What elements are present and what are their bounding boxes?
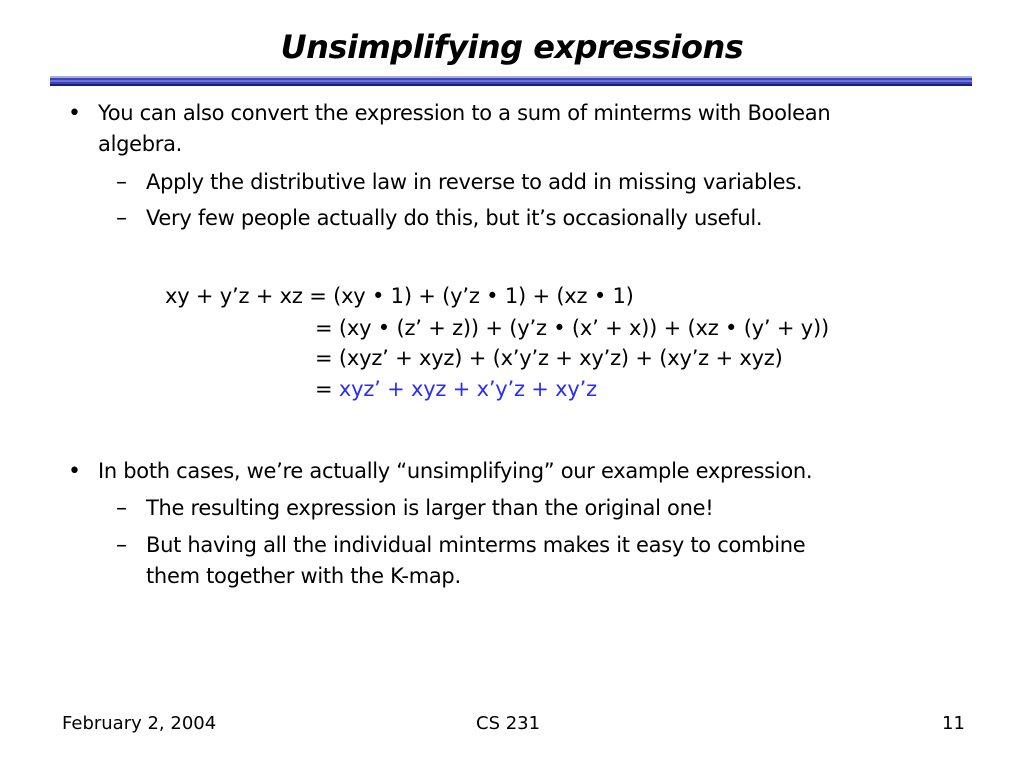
bullet-text: In both cases, we’re actually “unsimplifying” our example expression. bbox=[98, 459, 813, 483]
subbullet-item-larger bbox=[116, 493, 976, 524]
subbullet-marker: – bbox=[116, 170, 127, 195]
bullet-marker: • bbox=[68, 101, 81, 126]
footer-course: CS 231 bbox=[476, 713, 541, 734]
title-underline-highlight bbox=[50, 80, 972, 82]
bullet-marker: • bbox=[68, 459, 81, 484]
equation-line-4 bbox=[315, 374, 597, 405]
equation-line-1: xy + y’z + xz = (xy • 1) + (y’z • 1) + (xz • 1) bbox=[165, 284, 634, 308]
footer-date: February 2, 2004 bbox=[62, 713, 217, 734]
subbullet-text bbox=[146, 493, 713, 524]
bullet-text-line: algebra. bbox=[98, 132, 183, 156]
subbullet-text: Apply the distributive law in reverse to add in missing variables. bbox=[146, 170, 803, 194]
subbullet-text bbox=[146, 530, 805, 592]
subbullet-marker: – bbox=[116, 206, 127, 231]
bullet-text bbox=[98, 98, 830, 160]
subbullet-item-few-people bbox=[116, 203, 976, 234]
subbullet-text-line: The resulting expression is larger than the original one! bbox=[146, 496, 714, 520]
subbullet-text-line: But having all the individual minterms makes it easy to combine bbox=[146, 533, 806, 557]
equation-line-4-prefix: = bbox=[315, 377, 339, 401]
bullet-item-convert bbox=[68, 98, 968, 160]
subbullet-item-kmap bbox=[116, 530, 976, 592]
subbullet-text: Very few people actually do this, but it’s occasionally useful. bbox=[146, 206, 763, 230]
slide-title: Unsimplifying expressions bbox=[280, 28, 744, 66]
equation-result: xyz’ + xyz + x’y’z + xy’z bbox=[338, 377, 597, 401]
subbullet-marker: – bbox=[116, 533, 127, 558]
footer-page-number: 11 bbox=[942, 713, 965, 734]
subbullet-item-distributive bbox=[116, 167, 976, 198]
bullet-item-unsimplifying bbox=[68, 456, 968, 487]
subbullet-marker: – bbox=[116, 496, 127, 521]
subbullet-text-line: them together with the K-map. bbox=[146, 564, 461, 588]
equation-line-3: = (xyz’ + xyz) + (x’y’z + xy’z) + (xy’z + xyz) bbox=[315, 346, 783, 370]
title-underline-rule bbox=[50, 76, 972, 86]
bullet-text-line: You can also convert the expression to a sum of minterms with Boolean bbox=[98, 101, 831, 125]
equation-line-2: = (xy • (z’ + z)) + (y’z • (x’ + x)) + (xz • (y’ + y)) bbox=[315, 316, 829, 340]
